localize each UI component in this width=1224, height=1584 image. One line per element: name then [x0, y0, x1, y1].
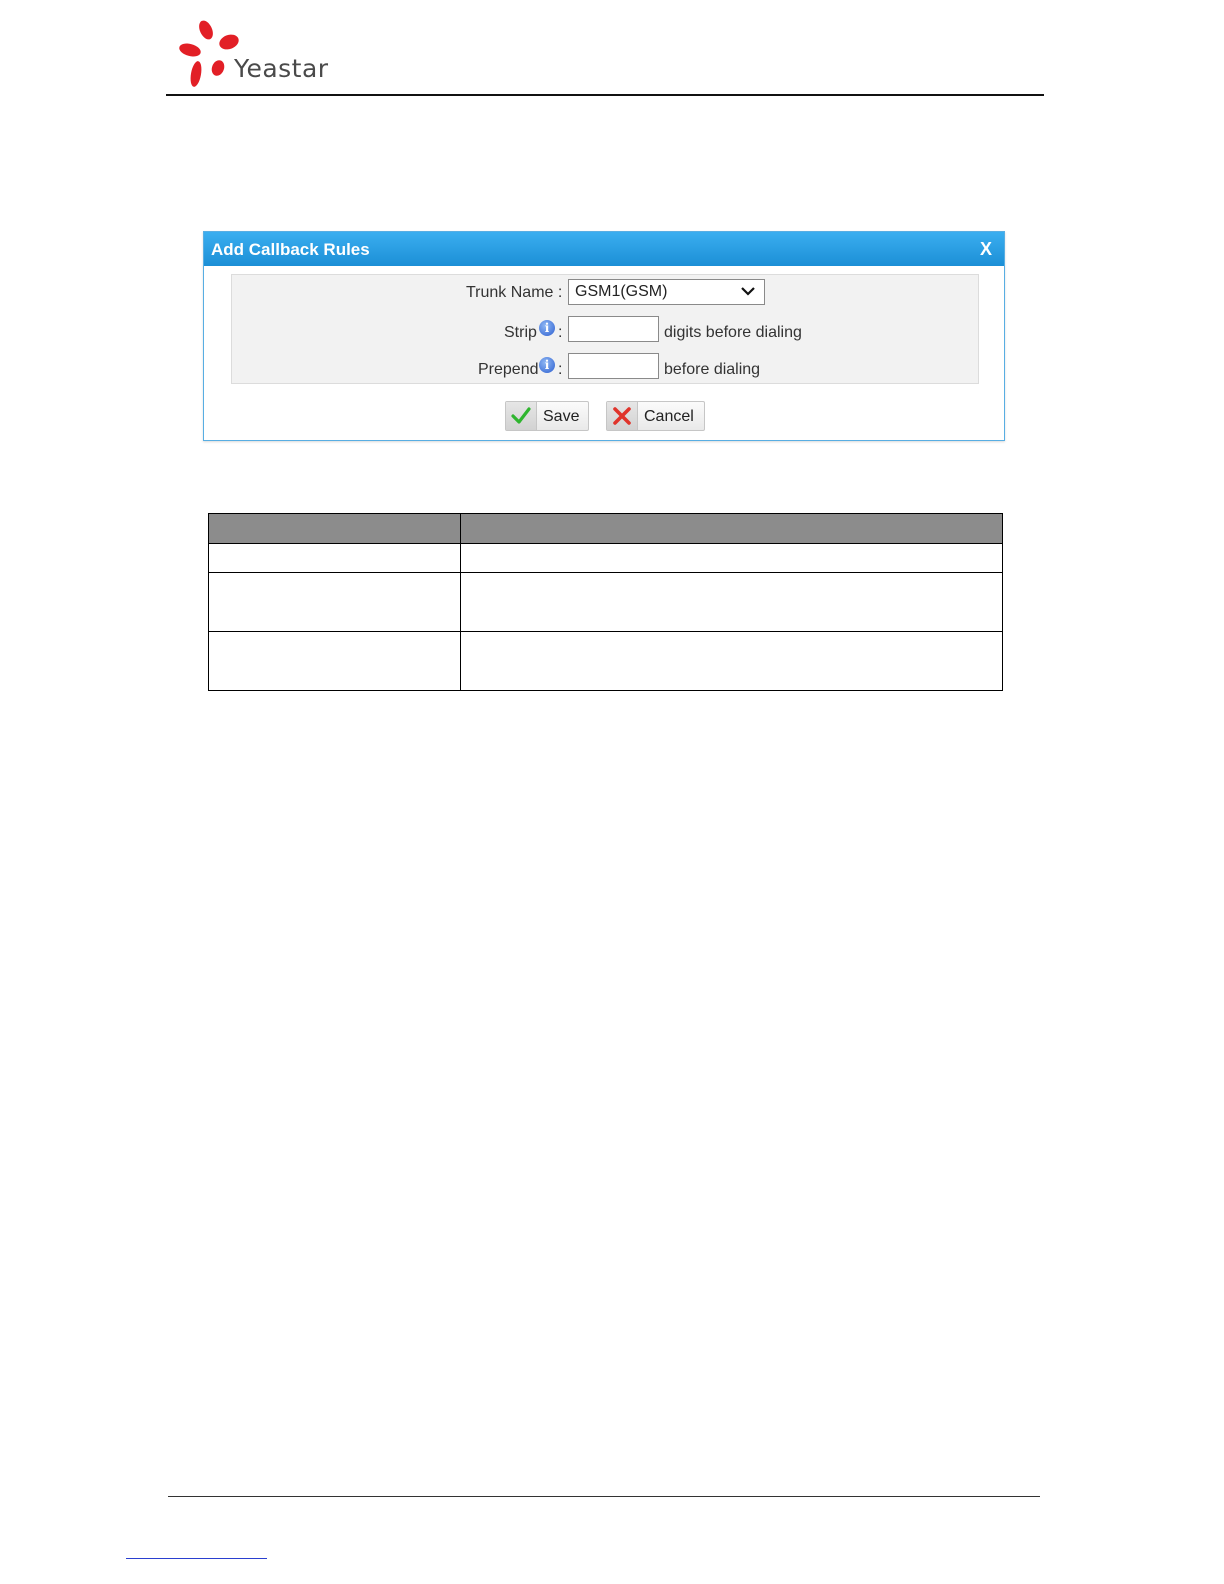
dialog-titlebar: [204, 232, 1004, 266]
prepend-input[interactable]: [568, 353, 659, 379]
strip-label: Strip: [504, 324, 537, 341]
table-cell: [461, 632, 1003, 691]
prepend-colon: :: [558, 361, 563, 378]
strip-suffix-text: digits before dialing: [664, 324, 802, 341]
info-icon[interactable]: i: [539, 320, 555, 336]
info-icon[interactable]: i: [539, 357, 555, 373]
table-cell: [209, 632, 461, 691]
table-header-row: [209, 514, 1003, 544]
prepend-label: Prepend: [478, 361, 539, 378]
table-row: [209, 632, 1003, 691]
parameters-table: [208, 513, 1003, 691]
dialog-title: Add Callback Rules: [211, 240, 370, 259]
close-button[interactable]: X: [979, 239, 992, 259]
trunk-name-label: Trunk Name :: [466, 284, 563, 301]
footer-divider: [168, 1496, 1040, 1497]
save-button[interactable]: [505, 401, 589, 431]
table-cell: [461, 573, 1003, 632]
close-x-icon: [612, 407, 632, 425]
table-row: [209, 544, 1003, 573]
trunk-name-select[interactable]: [568, 279, 765, 305]
header-divider: [166, 94, 1044, 96]
add-callback-rules-dialog: [203, 231, 1005, 441]
table-cell: [209, 544, 461, 573]
table-cell: [461, 544, 1003, 573]
checkmark-icon: [511, 407, 531, 425]
strip-colon: :: [558, 324, 563, 341]
table-row: [209, 573, 1003, 632]
logo-wordmark: Yeastar: [234, 54, 329, 83]
strip-input[interactable]: [568, 316, 659, 342]
table-header-cell: [209, 514, 461, 544]
footer-link-underline[interactable]: [126, 1558, 267, 1559]
table-cell: [209, 573, 461, 632]
save-button-label: Save: [543, 408, 580, 425]
cancel-button-label: Cancel: [644, 408, 694, 425]
cancel-button[interactable]: [606, 401, 705, 431]
table-header-cell: [461, 514, 1003, 544]
prepend-suffix-text: before dialing: [664, 361, 761, 378]
chevron-down-icon: [740, 284, 756, 298]
trunk-name-selected-value: GSM1(GSM): [575, 283, 668, 300]
